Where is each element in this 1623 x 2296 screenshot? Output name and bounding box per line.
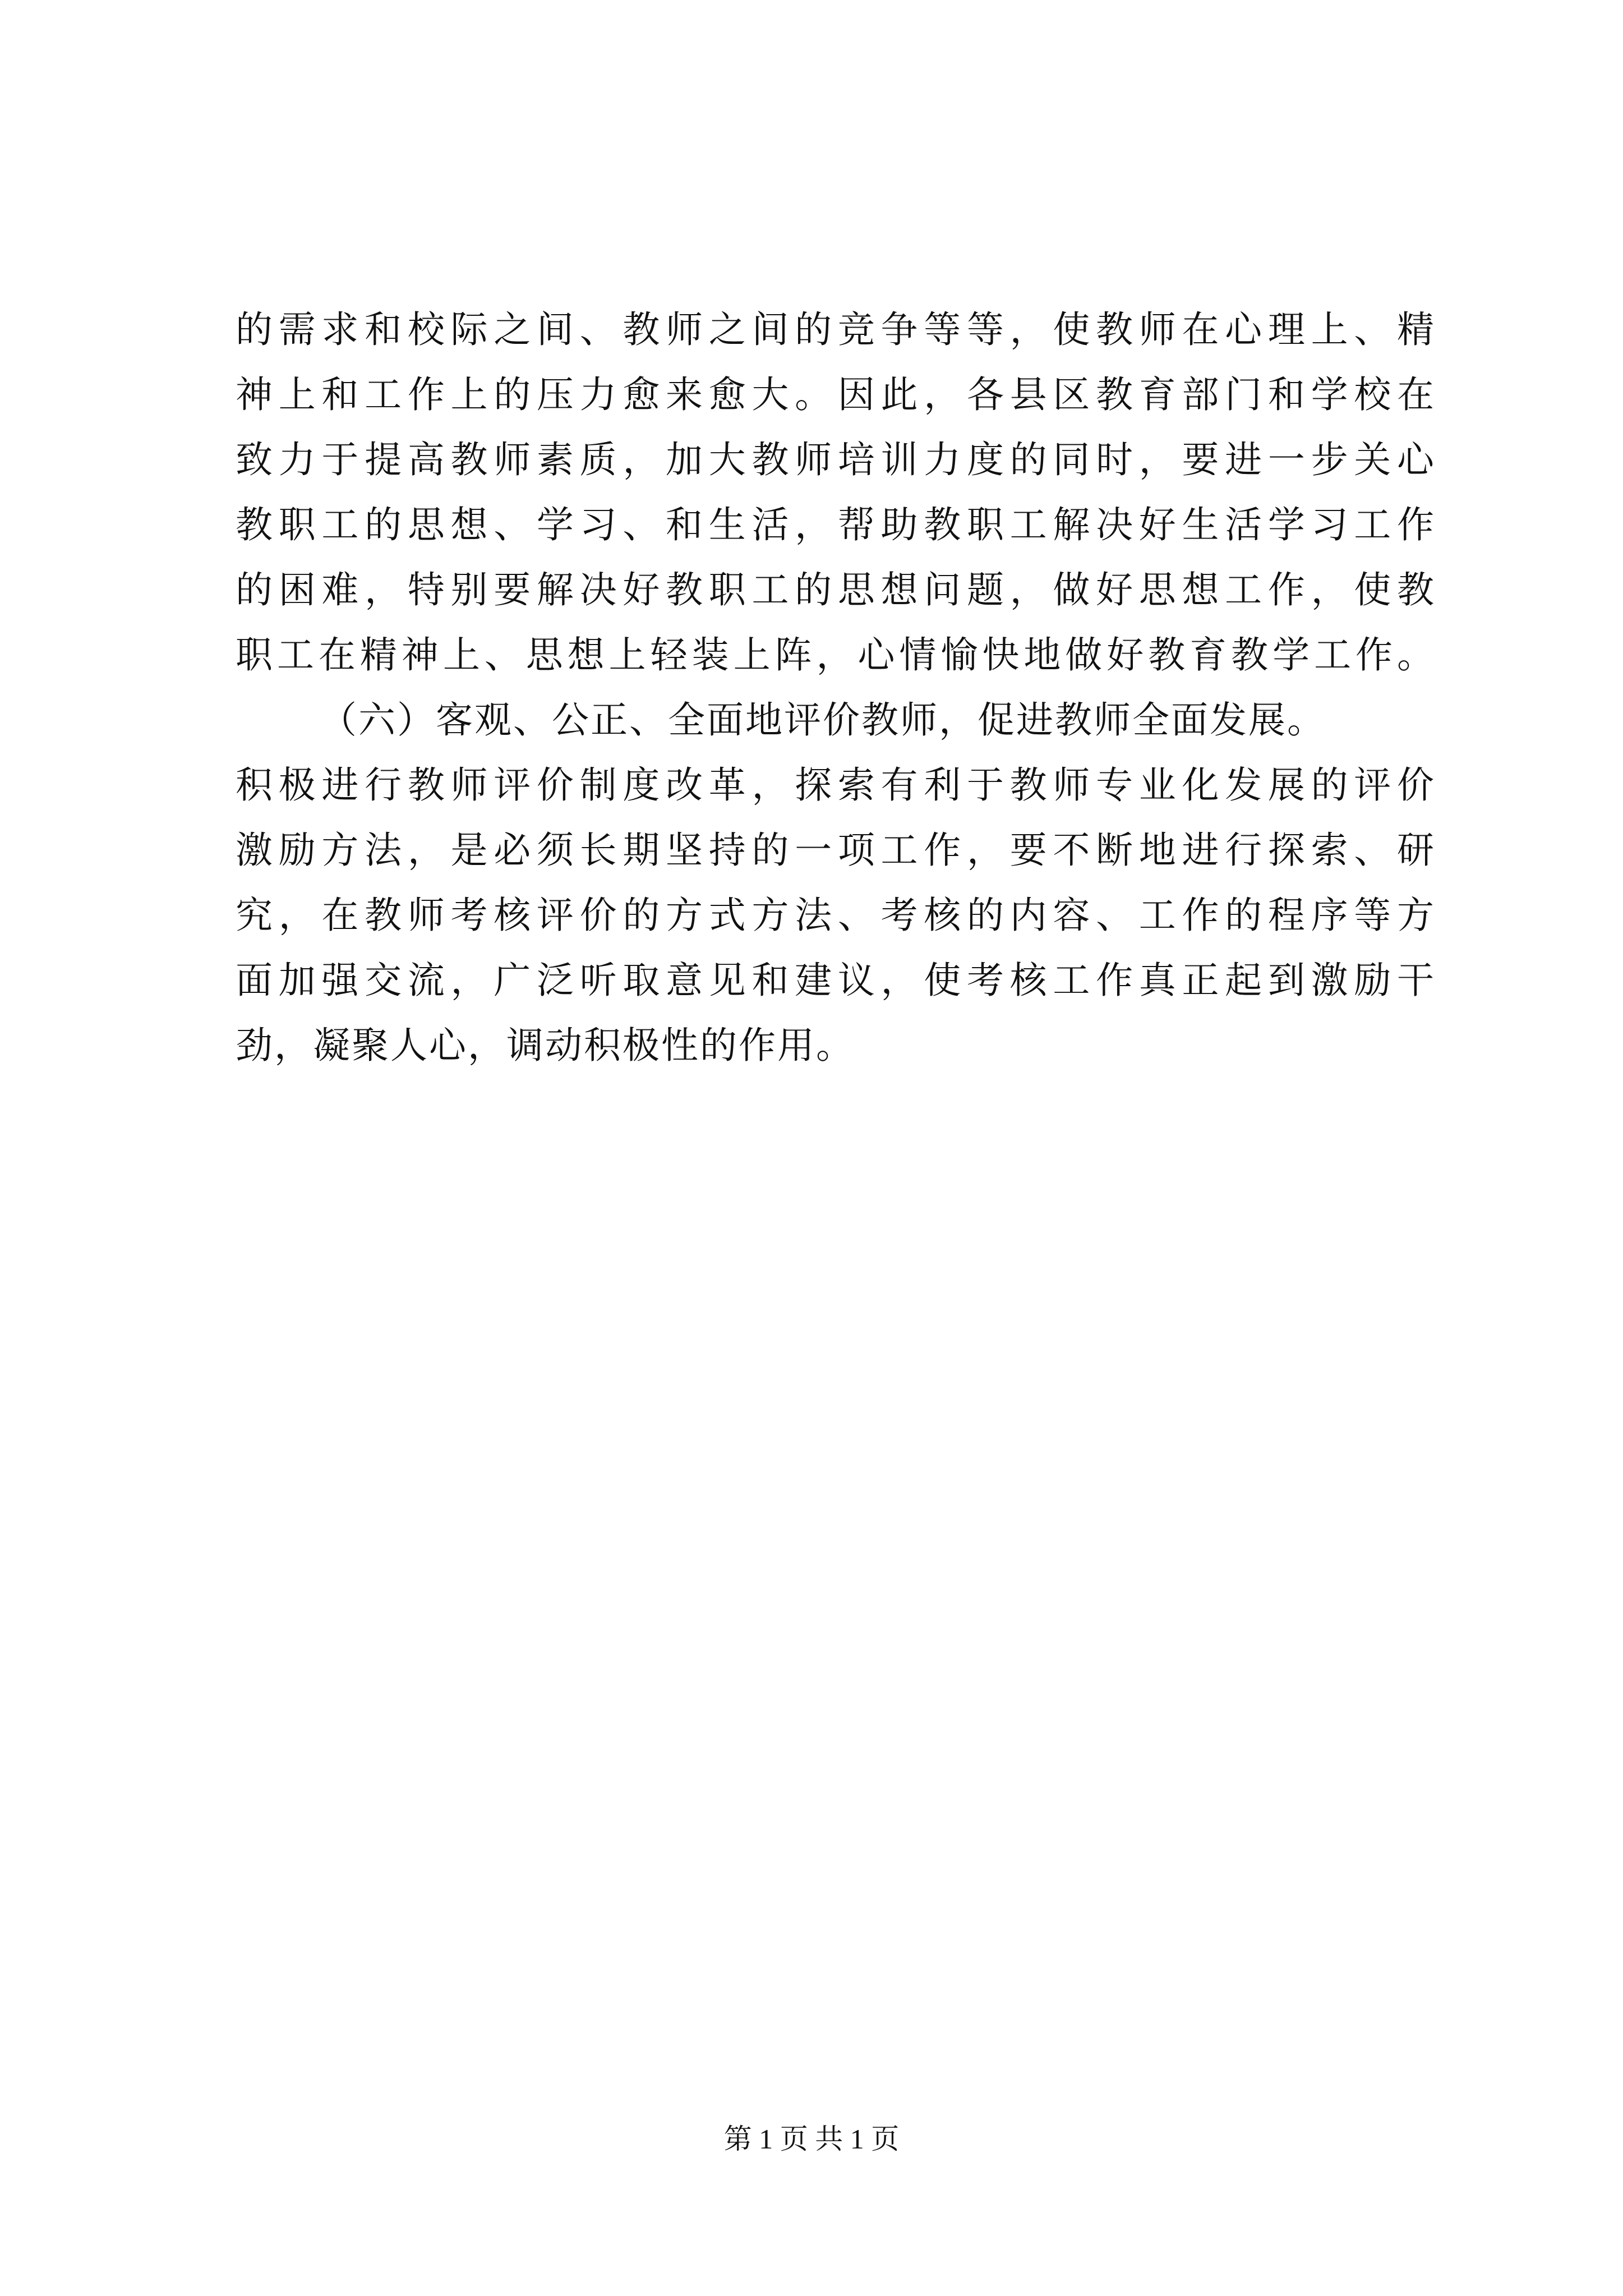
paragraph-1-line-4: 教职工的思想、学习、和生活，帮助教职工解决好生活学习工作 (236, 503, 1436, 546)
paragraph-2-line-3: 激励方法，是必须长期坚持的一项工作，要不断地进行探索、研 (236, 829, 1436, 872)
paragraph-2-line-4: 究，在教师考核评价的方式方法、考核的内容、工作的程序等方 (236, 894, 1436, 937)
page-number-label: 第 1 页 共 1 页 (723, 2123, 900, 2155)
paragraph-2-line-6: 劲，凝聚人心，调动积极性的作用。 (236, 1024, 855, 1067)
paragraph-2-heading-line: （六）客观、公正、全面地评价教师，促进教师全面发展。 (320, 698, 1326, 742)
paragraph-2-line-5: 面加强交流，广泛听取意见和建议，使考核工作真正起到激励干 (236, 959, 1436, 1002)
paragraph-1-line-1: 的需求和校际之间、教师之间的竞争等等，使教师在心理上、精 (236, 308, 1436, 351)
paragraph-1-line-3: 致力于提高教师素质，加大教师培训力度的同时，要进一步关心 (236, 438, 1436, 481)
paragraph-1-line-5: 的困难，特别要解决好教职工的思想问题，做好思想工作，使教 (236, 568, 1436, 611)
document-body (236, 297, 1436, 1078)
paragraph-1-line-6: 职工在精神上、思想上轻装上阵，心情愉快地做好教育教学工作。 (236, 633, 1436, 677)
paragraph-1-line-2: 神上和工作上的压力愈来愈大。因此，各县区教育部门和学校在 (236, 373, 1436, 416)
page-footer (0, 2119, 1623, 2159)
paragraph-2-line-2: 积极进行教师评价制度改革，探索有利于教师专业化发展的评价 (236, 763, 1436, 807)
